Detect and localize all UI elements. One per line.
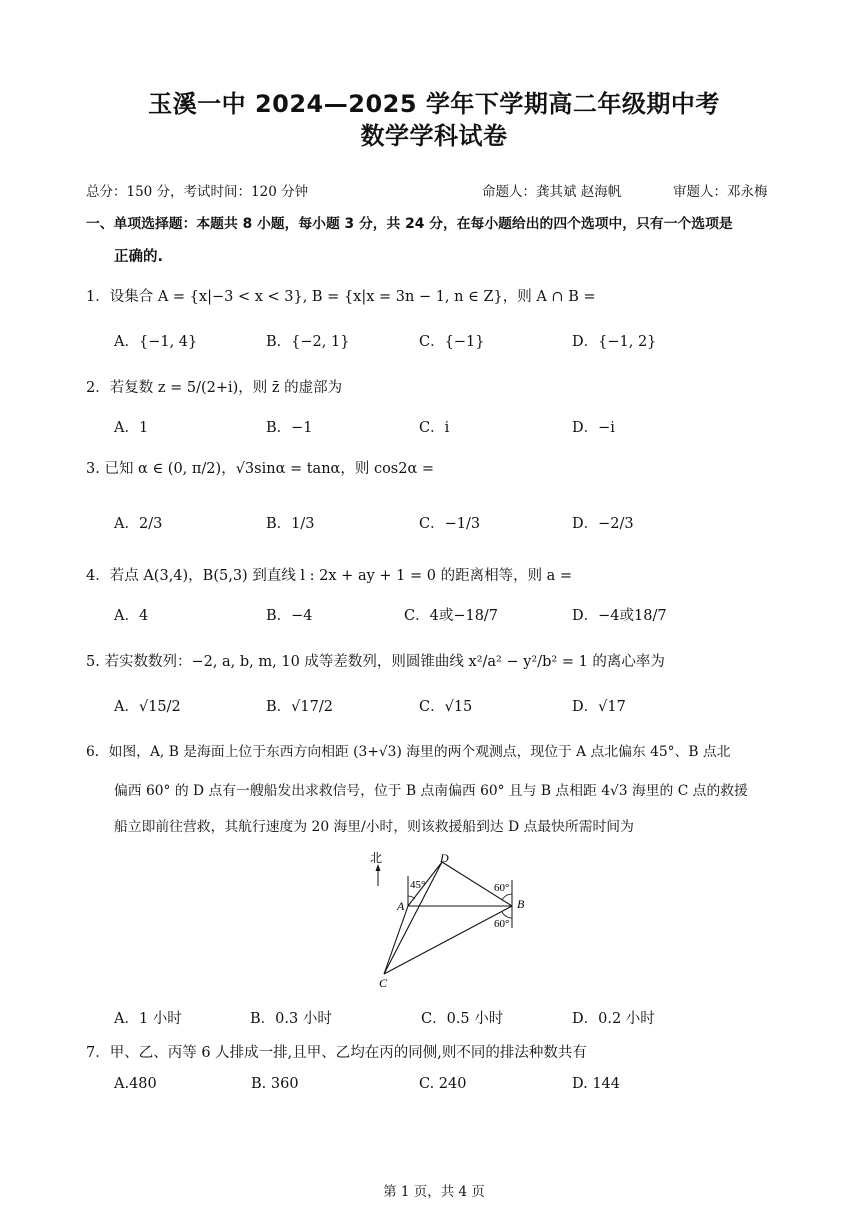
question-3-stem: 3. 已知 α ∈ (0, π/2)，√3sinα = tanα，则 cos2α = — [86, 461, 435, 477]
page-footer: 第 1 页，共 4 页 — [383, 1184, 485, 1200]
question-3-option-a: A．2/3 — [114, 516, 163, 532]
question-4-stem: 4．若点 A(3,4)，B(5,3) 到直线 l : 2x + ay + 1 = 0 的距离相等，则 a = — [86, 568, 573, 584]
section1-heading: 一、单项选择题：本题共 8 小题，每小题 3 分，共 24 分，在每小题给出的四个选项中，只有一个选项是 — [86, 216, 733, 232]
point-label-c: C — [379, 976, 388, 990]
question-6-option-c: C．0.5 小时 — [421, 1011, 504, 1027]
question-4-option-b: B．−4 — [266, 608, 313, 624]
question-6-option-d: D．0.2 小时 — [572, 1011, 655, 1027]
question-2-option-b: B．−1 — [266, 420, 313, 436]
question-7-stem: 7．甲、乙、丙等 6 人排成一排,且甲、乙均在丙的同侧,则不同的排法种数共有 — [86, 1045, 587, 1061]
navigation-figure — [360, 848, 530, 993]
question-3-option-c: C．−1/3 — [419, 516, 481, 532]
angle-arc-b-top — [502, 894, 512, 900]
segment-bc — [384, 906, 512, 974]
angle-label-60-top: 60° — [494, 882, 510, 894]
question-1-option-a: A．{−1, 4} — [114, 334, 198, 350]
question-5-stem: 5. 若实数数列：−2, a, b, m, 10 成等差数列，则圆锥曲线 x²/a² − y²/b² = 1 的离心率为 — [86, 654, 665, 670]
point-label-b: B — [517, 897, 525, 911]
question-6-stem-line3: 船立即前往营救，其航行速度为 20 海里/小时，则该救援船到达 D 点最快所需时间为 — [114, 819, 634, 835]
question-7-option-d: D. 144 — [572, 1076, 621, 1092]
question-5-option-c: C．√15 — [419, 699, 473, 715]
point-label-a: A — [397, 899, 405, 913]
exam-title-line1: 玉溪一中 2024—2025 学年下学期高二年级期中考 — [148, 90, 720, 118]
question-3-option-b: B．1/3 — [266, 516, 315, 532]
segment-ac — [384, 906, 408, 974]
question-1-stem: 1．设集合 A = {x|−3 < x < 3}, B = {x|x = 3n − 1, n ∈ Z}，则 A ∩ B = — [86, 289, 596, 305]
question-2-option-c: C．i — [419, 420, 450, 436]
question-7-option-b: B. 360 — [251, 1076, 299, 1092]
question-6-option-b: B．0.3 小时 — [250, 1011, 332, 1027]
question-5-option-b: B．√17/2 — [266, 699, 333, 715]
point-label-d: D — [440, 851, 449, 865]
question-4-option-c: C．4或−18/7 — [404, 608, 499, 624]
exam-title-line2: 数学学科试卷 — [360, 122, 508, 150]
section1-heading-cont: 正确的. — [114, 249, 164, 265]
question-1-option-d: D．{−1, 2} — [572, 334, 657, 350]
angle-label-45: 45° — [410, 879, 426, 891]
angle-label-60-bottom: 60° — [494, 918, 510, 930]
question-2-option-d: D．−i — [572, 420, 615, 436]
north-arrowhead-icon — [376, 864, 381, 871]
north-label: 北 — [370, 851, 383, 865]
question-2-option-a: A．1 — [114, 420, 149, 436]
question-1-option-c: C．{−1} — [419, 334, 485, 350]
question-4-option-d: D．−4或18/7 — [572, 608, 667, 624]
question-6-option-a: A．1 小时 — [114, 1011, 182, 1027]
question-3-option-d: D．−2/3 — [572, 516, 634, 532]
question-2-stem: 2．若复数 z = 5/(2+i)，则 z̄ 的虚部为 — [86, 380, 343, 396]
question-5-option-d: D．√17 — [572, 699, 626, 715]
question-7-option-a: A.480 — [114, 1076, 157, 1092]
proposer: 命题人：龚其斌 赵海帆 — [482, 184, 622, 200]
question-7-option-c: C. 240 — [419, 1076, 467, 1092]
total-score-time: 总分：150 分，考试时间：120 分钟 — [86, 184, 309, 200]
question-5-option-a: A．√15/2 — [114, 699, 181, 715]
question-6-stem-line2: 偏西 60° 的 D 点有一艘船发出求救信号，位于 B 点南偏西 60° 且与 B 点相距 4√3 海里的 C 点的救援 — [114, 783, 748, 799]
question-1-option-b: B．{−2, 1} — [266, 334, 350, 350]
question-4-option-a: A．4 — [114, 608, 149, 624]
reviewer: 审题人：邓永梅 — [673, 184, 768, 200]
question-6-stem-line1: 6．如图，A, B 是海面上位于东西方向相距 (3+√3) 海里的两个观测点，现位于 A 点北偏东 45°、B 点北 — [86, 744, 731, 760]
